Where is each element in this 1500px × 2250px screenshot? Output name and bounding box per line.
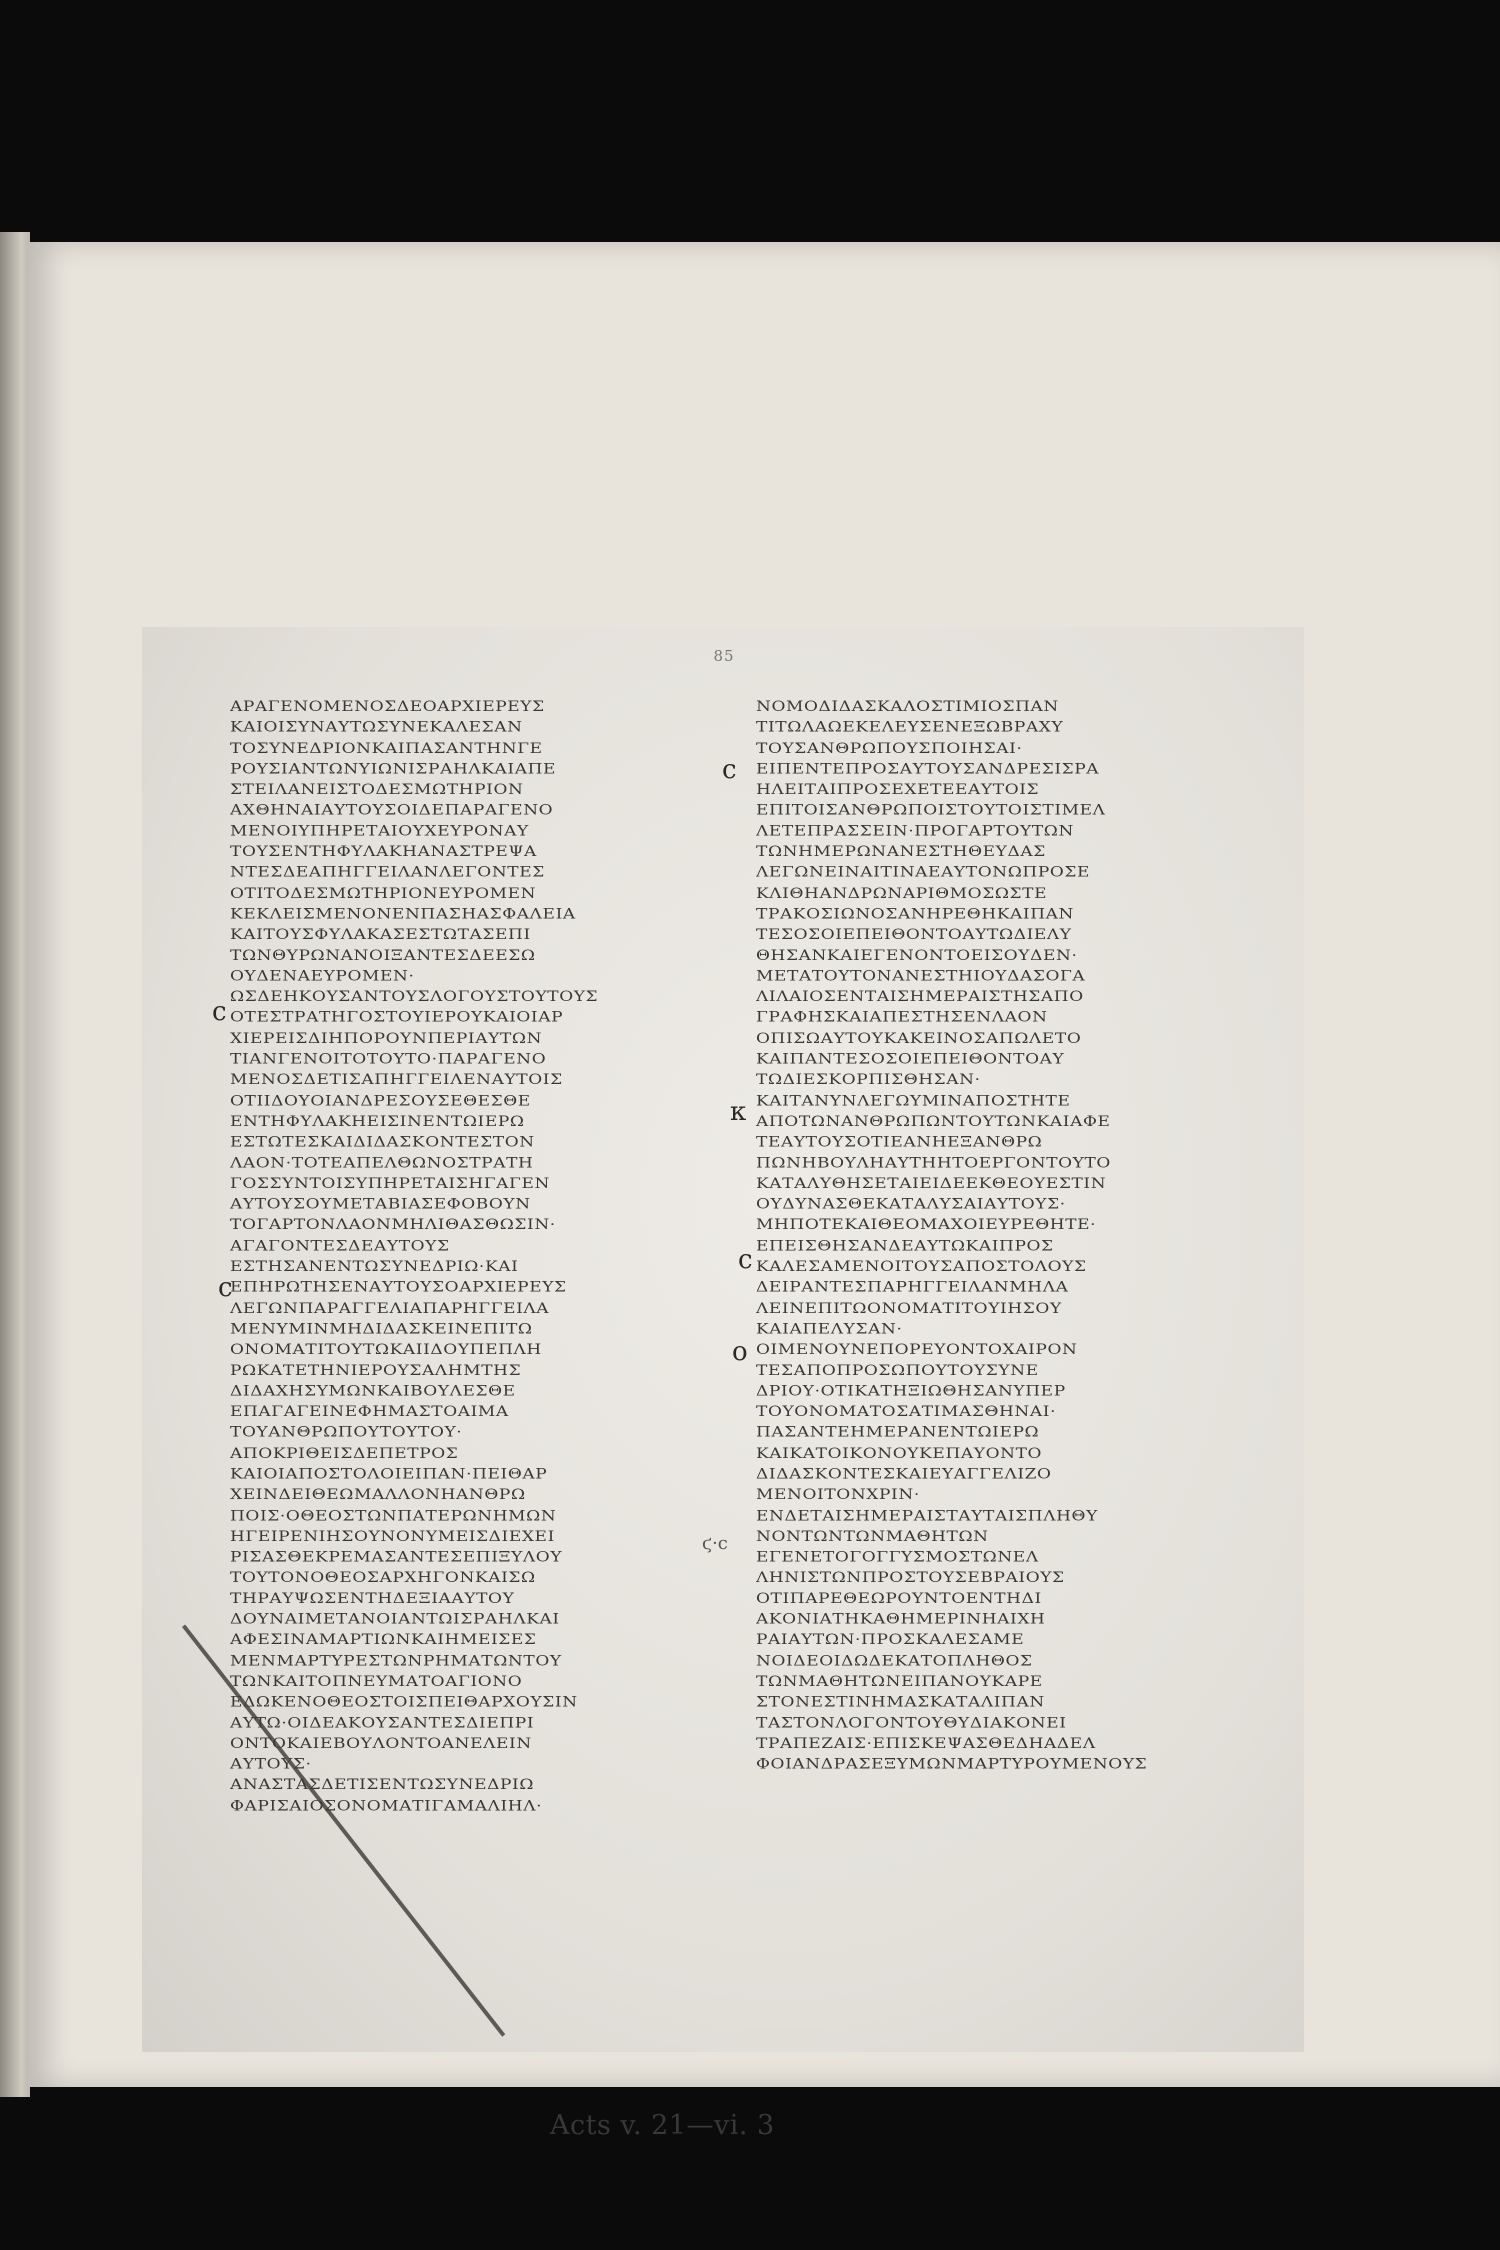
section-mark: ϲ: [738, 1245, 753, 1275]
plate-caption: Acts v. 21—vi. 3: [550, 2110, 775, 2141]
section-mark: ϛ·ϲ: [702, 1533, 728, 1554]
manuscript-plate: [142, 627, 1304, 2052]
book-page: [28, 242, 1500, 2141]
section-mark: ϲ: [722, 755, 737, 785]
folio-number: 85: [713, 647, 735, 665]
section-mark: ο: [732, 1337, 748, 1367]
previous-page-edge: [0, 232, 30, 2097]
manuscript-column-right: ΝΟΜΟΔΙΔΑΣΚΑΛΟΣΤΙΜΙΟΣΠΑΝ ΤΙΤΩΛΑΩΕΚΕΛΕΥΣΕΝΕΞΩΒΡΑΧΥ ΤΟΥΣΑΝΘΡΩΠΟΥΣΠΟΙΗΣΑΙ· ΕΙΠΕΝΤΕΠΡΟΣΑΥΤΟΥΣΑΝΔΡΕΣΙΣΡΑ ΗΛΕΙΤΑΙΠΡΟΣΕΧΕΤΕΕΑΥΤΟΙΣ ΕΠΙΤΟΙΣΑΝΘΡΩΠΟΙΣΤΟΥΤΟΙΣΤΙΜΕΛ ΛΕΤΕΠΡΑΣΣΕΙΝ·ΠΡΟΓΑΡΤΟΥΤΩΝ ΤΩΝΗΜΕΡΩΝΑΝΕΣΤΗΘΕΥΔΑΣ ΛΕΓΩΝΕΙΝΑΙΤΙΝΑΕΑΥΤΟΝΩΠΡΟΣΕ ΚΛΙΘΗΑΝΔΡΩΝΑΡΙΘΜΟΣΩΣΤΕ ΤΡΑΚΟΣΙΩΝΟΣΑΝΗΡΕΘΗΚΑΙΠΑΝ ΤΕΣΟΣΟΙΕΠΕΙΘΟΝΤΟΑΥΤΩΔΙΕΛΥ ΘΗΣΑΝΚΑΙΕΓΕΝΟΝΤΟΕΙΣΟΥΔΕΝ· ΜΕΤΑΤΟΥΤΟΝΑΝΕΣΤΗΙΟΥΔΑΣΟΓΑ ΛΙΛΑΙΟΣΕΝΤΑΙΣΗΜΕΡΑΙΣΤΗΣΑΠΟ ΓΡΑΦΗΣΚΑΙΑΠΕΣΤΗΣΕΝΛΑΟΝ ΟΠΙΣΩΑΥΤΟΥΚΑΚΕΙΝΟΣΑΠΩΛΕΤΟ ΚΑΙΠΑΝΤΕΣΟΣΟΙΕΠΕΙΘΟΝΤΟΑΥ ΤΩΔΙΕΣΚΟΡΠΙΣΘΗΣΑΝ· ΚΑΙΤΑΝΥΝΛΕΓΩΥΜΙΝΑΠΟΣΤΗΤΕ ΑΠΟΤΩΝΑΝΘΡΩΠΩΝΤΟΥΤΩΝΚΑΙΑΦΕ ΤΕΑΥΤΟΥΣΟΤΙΕΑΝΗΕΞΑΝΘΡΩ ΠΩΝΗΒΟΥΛΗΑΥΤΗΗΤΟΕΡΓΟΝΤΟΥΤΟ ΚΑΤΑΛΥΘΗΣΕΤΑΙΕΙΔΕΕΚΘΕΟΥΕΣΤΙΝ ΟΥΔΥΝΑΣΘΕΚΑΤΑΛΥΣΑΙΑΥΤΟΥΣ· ΜΗΠΟΤΕΚΑΙΘΕΟΜΑΧΟΙΕΥΡΕΘΗΤΕ· ΕΠΕΙΣΘΗΣΑΝΔΕΑΥΤΩΚΑΙΠΡΟΣ ΚΑΛΕΣΑΜΕΝΟΙΤΟΥΣΑΠΟΣΤΟΛΟΥΣ ΔΕΙΡΑΝΤΕΣΠΑΡΗΓΓΕΙΛΑΝΜΗΛΑ ΛΕΙΝΕΠΙΤΩΟΝΟΜΑΤΙΤΟΥΙΗΣΟΥ ΚΑΙΑΠΕΛΥΣΑΝ· ΟΙΜΕΝΟΥΝΕΠΟΡΕΥΟΝΤΟΧΑΙΡΟΝ ΤΕΣΑΠΟΠΡΟΣΩΠΟΥΤΟΥΣΥΝΕ ΔΡΙΟΥ·ΟΤΙΚΑΤΗΞΙΩΘΗΣΑΝΥΠΕΡ ΤΟΥΟΝΟΜΑΤΟΣΑΤΙΜΑΣΘΗΝΑΙ· ΠΑΣΑΝΤΕΗΜΕΡΑΝΕΝΤΩΙΕΡΩ ΚΑΙΚΑΤΟΙΚΟΝΟΥΚΕΠΑΥΟΝΤΟ ΔΙΔΑΣΚΟΝΤΕΣΚΑΙΕΥΑΓΓΕΛΙΖΟ ΜΕΝΟΙΤΟΝΧΡΙΝ· ΕΝΔΕΤΑΙΣΗΜΕΡΑΙΣΤΑΥΤΑΙΣΠΛΗΘΥ ΝΟΝΤΩΝΤΩΝΜΑΘΗΤΩΝ ΕΓΕΝΕΤΟΓΟΓΓΥΣΜΟΣΤΩΝΕΛ ΛΗΝΙΣΤΩΝΠΡΟΣΤΟΥΣΕΒΡΑΙΟΥΣ ΟΤΙΠΑΡΕΘΕΩΡΟΥΝΤΟΕΝΤΗΔΙ ΑΚΟΝΙΑΤΗΚΑΘΗΜΕΡΙΝΗΑΙΧΗ ΡΑΙΑΥΤΩΝ·ΠΡΟΣΚΑΛΕΣΑΜΕ ΝΟΙΔΕΟΙΔΩΔΕΚΑΤΟΠΛΗΘΟΣ ΤΩΝΜΑΘΗΤΩΝΕΙΠΑΝΟΥΚΑΡΕ ΣΤΟΝΕΣΤΙΝΗΜΑΣΚΑΤΑΛΙΠΑΝ ΤΑΣΤΟΝΛΟΓΟΝΤΟΥΘΥΔΙΑΚΟΝΕΙ ΤΡΑΠΕΖΑΙΣ·ΕΠΙΣΚΕΨΑΣΘΕΔΗΑΔΕΛ ΦΟΙΑΝΔΡΑΣΕΞΥΜΩΝΜΑΡΤΥΡΟΥΜΕΝΟΥΣ: [756, 698, 1148, 1773]
manuscript-column-left: ΑΡΑΓΕΝΟΜΕΝΟΣΔΕΟΑΡΧΙΕΡΕΥΣ ΚΑΙΟΙΣΥΝΑΥΤΩΣΥΝΕΚΑΛΕΣΑΝ ΤΟΣΥΝΕΔΡΙΟΝΚΑΙΠΑΣΑΝΤΗΝΓΕ ΡΟΥΣΙΑΝΤΩΝΥΙΩΝΙΣΡΑΗΛΚΑΙΑΠΕ ΣΤΕΙΛΑΝΕΙΣΤΟΔΕΣΜΩΤΗΡΙΟΝ ΑΧΘΗΝΑΙΑΥΤΟΥΣΟΙΔΕΠΑΡΑΓΕΝΟ ΜΕΝΟΙΥΠΗΡΕΤΑΙΟΥΧΕΥΡΟΝΑΥ ΤΟΥΣΕΝΤΗΦΥΛΑΚΗΑΝΑΣΤΡΕΨΑ ΝΤΕΣΔΕΑΠΗΓΓΕΙΛΑΝΛΕΓΟΝΤΕΣ ΟΤΙΤΟΔΕΣΜΩΤΗΡΙΟΝΕΥΡΟΜΕΝ ΚΕΚΛΕΙΣΜΕΝΟΝΕΝΠΑΣΗΑΣΦΑΛΕΙΑ ΚΑΙΤΟΥΣΦΥΛΑΚΑΣΕΣΤΩΤΑΣΕΠΙ ΤΩΝΘΥΡΩΝΑΝΟΙΞΑΝΤΕΣΔΕΕΣΩ ΟΥΔΕΝΑΕΥΡΟΜΕΝ· ΩΣΔΕΗΚΟΥΣΑΝΤΟΥΣΛΟΓΟΥΣΤΟΥΤΟΥΣ ΟΤΕΣΤΡΑΤΗΓΟΣΤΟΥΙΕΡΟΥΚΑΙΟΙΑΡ ΧΙΕΡΕΙΣΔΙΗΠΟΡΟΥΝΠΕΡΙΑΥΤΩΝ ΤΙΑΝΓΕΝΟΙΤΟΤΟΥΤΟ·ΠΑΡΑΓΕΝΟ ΜΕΝΟΣΔΕΤΙΣΑΠΗΓΓΕΙΛΕΝΑΥΤΟΙΣ ΟΤΙΙΔΟΥΟΙΑΝΔΡΕΣΟΥΣΕΘΕΣΘΕ ΕΝΤΗΦΥΛΑΚΗΕΙΣΙΝΕΝΤΩΙΕΡΩ ΕΣΤΩΤΕΣΚΑΙΔΙΔΑΣΚΟΝΤΕΣΤΟΝ ΛΑΟΝ·ΤΟΤΕΑΠΕΛΘΩΝΟΣΤΡΑΤΗ ΓΟΣΣΥΝΤΟΙΣΥΠΗΡΕΤΑΙΣΗΓΑΓΕΝ ΑΥΤΟΥΣΟΥΜΕΤΑΒΙΑΣΕΦΟΒΟΥΝ ΤΟΓΑΡΤΟΝΛΑΟΝΜΗΛΙΘΑΣΘΩΣΙΝ· ΑΓΑΓΟΝΤΕΣΔΕΑΥΤΟΥΣ ΕΣΤΗΣΑΝΕΝΤΩΣΥΝΕΔΡΙΩ·ΚΑΙ ΕΠΗΡΩΤΗΣΕΝΑΥΤΟΥΣΟΑΡΧΙΕΡΕΥΣ ΛΕΓΩΝΠΑΡΑΓΓΕΛΙΑΠΑΡΗΓΓΕΙΛΑ ΜΕΝΥΜΙΝΜΗΔΙΔΑΣΚΕΙΝΕΠΙΤΩ ΟΝΟΜΑΤΙΤΟΥΤΩΚΑΙΙΔΟΥΠΕΠΛΗ ΡΩΚΑΤΕΤΗΝΙΕΡΟΥΣΑΛΗΜΤΗΣ ΔΙΔΑΧΗΣΥΜΩΝΚΑΙΒΟΥΛΕΣΘΕ ΕΠΑΓΑΓΕΙΝΕΦΗΜΑΣΤΟΑΙΜΑ ΤΟΥΑΝΘΡΩΠΟΥΤΟΥΤΟΥ· ΑΠΟΚΡΙΘΕΙΣΔΕΠΕΤΡΟΣ ΚΑΙΟΙΑΠΟΣΤΟΛΟΙΕΙΠΑΝ·ΠΕΙΘΑΡ ΧΕΙΝΔΕΙΘΕΩΜΑΛΛΟΝΗΑΝΘΡΩ ΠΟΙΣ·ΟΘΕΟΣΤΩΝΠΑΤΕΡΩΝΗΜΩΝ ΗΓΕΙΡΕΝΙΗΣΟΥΝΟΝΥΜΕΙΣΔΙΕΧΕΙ ΡΙΣΑΣΘΕΚΡΕΜΑΣΑΝΤΕΣΕΠΙΞΥΛΟΥ ΤΟΥΤΟΝΟΘΕΟΣΑΡΧΗΓΟΝΚΑΙΣΩ ΤΗΡΑΥΨΩΣΕΝΤΗΔΕΞΙΑΑΥΤΟΥ ΔΟΥΝΑΙΜΕΤΑΝΟΙΑΝΤΩΙΣΡΑΗΛΚΑΙ ΑΦΕΣΙΝΑΜΑΡΤΙΩΝΚΑΙΗΜΕΙΣΕΣ ΜΕΝΜΑΡΤΥΡΕΣΤΩΝΡΗΜΑΤΩΝΤΟΥ ΤΩΝΚΑΙΤΟΠΝΕΥΜΑΤΟΑΓΙΟΝΟ ΕΔΩΚΕΝΟΘΕΟΣΤΟΙΣΠΕΙΘΑΡΧΟΥΣΙΝ ΑΥΤΩ·ΟΙΔΕΑΚΟΥΣΑΝΤΕΣΔΙΕΠΡΙ ΟΝΤΟΚΑΙΕΒΟΥΛΟΝΤΟΑΝΕΛΕΙΝ ΑΥΤΟΥΣ· ΑΝΑΣΤΑΣΔΕΤΙΣΕΝΤΩΣΥΝΕΔΡΙΩ ΦΑΡΙΣΑΙΟΣΟΝΟΜΑΤΙΓΑΜΑΛΙΗΛ·: [230, 698, 599, 1815]
section-mark: ϲ: [212, 997, 227, 1027]
section-mark: κ: [730, 1097, 747, 1127]
section-mark: ϲ: [218, 1273, 233, 1303]
